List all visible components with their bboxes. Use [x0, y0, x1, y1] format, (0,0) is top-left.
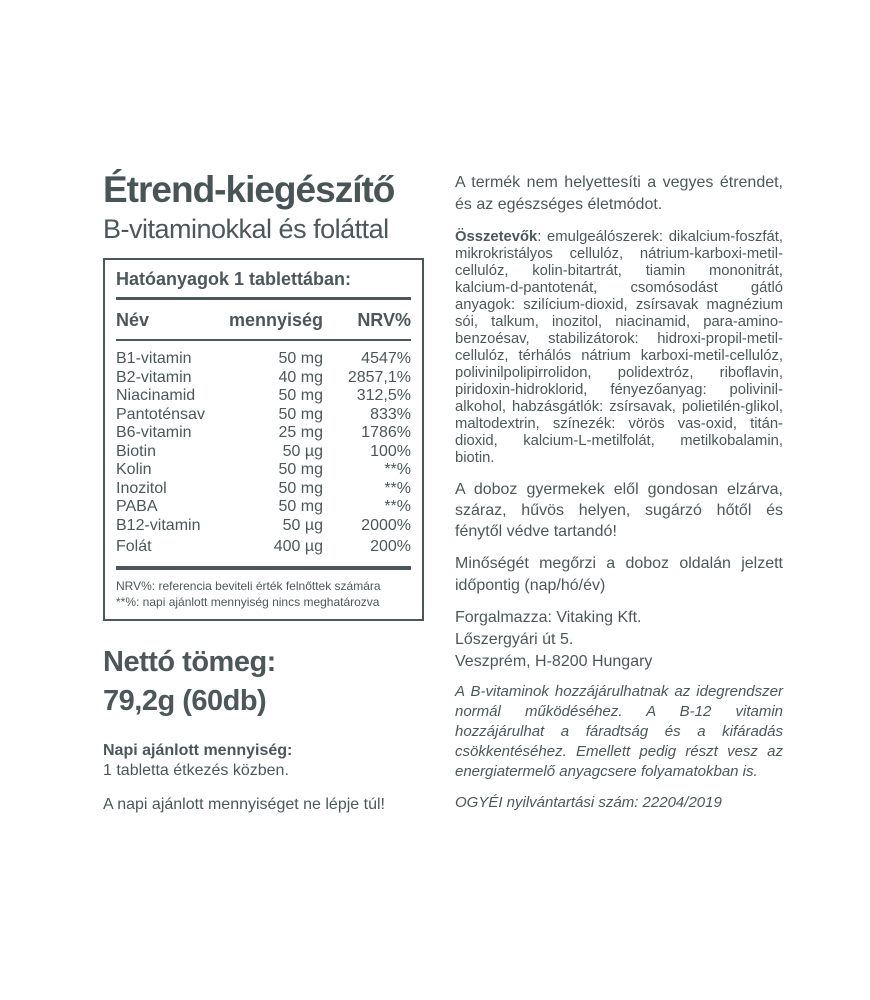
overdose-warning: A napi ajánlott mennyiséget ne lépje túl! [103, 795, 385, 813]
best-before-note: Minőségét megőrzi a doboz oldalán jelzett időpontig (nap/hó/év) [455, 555, 783, 594]
footnote-nrv: NRV%: referencia beviteli érték felnőttek számára [116, 578, 381, 593]
divider [116, 566, 411, 570]
footnote-asterisk: **%: napi ajánlott mennyiség nincs meghatározva [116, 594, 380, 609]
supplement-facts-box [103, 258, 424, 621]
nutrient-nrv: 2857,1% [347, 368, 411, 386]
product-subtitle: B-vitaminokkal és foláttal [103, 214, 389, 244]
nutrient-name: B12-vitamin [116, 516, 201, 534]
right-column [455, 172, 783, 813]
nutrient-amount: 25 mg [278, 424, 323, 441]
divider [116, 339, 411, 341]
facts-header: Hatóanyagok 1 tablettában: [116, 269, 352, 289]
nutrient-amount: 50 mg [278, 498, 323, 515]
table-row [116, 517, 411, 536]
nutrient-name: Kolin [116, 461, 152, 478]
storage-warning: A doboz gyermekek elől gondosan elzárva, száraz, hűvös helyen, sugárzó hőtől és fénytől védve tartandó! [455, 481, 783, 540]
net-weight-label: Nettó tömeg: [103, 645, 276, 678]
table-row [116, 424, 411, 443]
nutrient-name: PABA [116, 498, 158, 515]
nutrient-nrv: **% [384, 479, 411, 497]
table-row [116, 461, 411, 480]
nutrient-nrv: 200% [370, 538, 411, 555]
nutrient-nrv: 100% [370, 442, 411, 460]
nutrient-amount: 50 mg [278, 461, 323, 478]
nutrient-nrv: 312,5% [356, 387, 411, 404]
table-row [116, 443, 411, 462]
nutrient-nrv: 2000% [361, 516, 411, 534]
nutrient-amount: 50 µg [282, 442, 323, 460]
table-row [116, 350, 411, 369]
ingredients-paragraph [455, 229, 783, 467]
nutrient-amount: 50 mg [278, 479, 323, 497]
nutrient-name: Pantoténsav [116, 405, 205, 423]
nutrient-nrv: **% [384, 461, 411, 478]
health-claims: A B-vitaminok hozzájárulhatnak az idegrendszer normál működéséhez. A B-12 vitamin hozzájárulhat a fáradtság és a kifáradás csökkentéséhez. Emellett pedig részt vesz az energiatermelő anyagcsere folyamatokban is. [455, 683, 783, 780]
nutrient-nrv: 833% [370, 405, 411, 423]
nutrient-name: Folát [116, 538, 152, 555]
product-title: Étrend-kiegészítő [103, 169, 395, 210]
left-column [103, 170, 424, 815]
table-row [116, 480, 411, 499]
net-weight-value: 79,2g (60db) [103, 684, 267, 717]
facts-column-header-row [116, 309, 411, 331]
table-row [116, 387, 411, 406]
nutrient-name: B2-vitamin [116, 368, 192, 386]
registration-number: OGYÉI nyilvántartási szám: 22204/2019 [455, 794, 722, 811]
nutrient-amount: 400 µg [273, 538, 323, 555]
net-weight-block [103, 643, 424, 721]
nutrient-name: B6-vitamin [116, 424, 192, 441]
nutrient-name: Inozitol [116, 479, 167, 497]
facts-rows [116, 350, 411, 557]
table-row [116, 406, 411, 425]
daily-amount-text: 1 tabletta étkezés közben. [103, 761, 289, 779]
nutrient-amount: 50 mg [278, 405, 323, 423]
divider [116, 297, 411, 300]
nutrient-nrv: 4547% [361, 350, 411, 367]
facts-footnotes [116, 578, 411, 610]
distributor-line: Lőszergyári út 5. [455, 631, 574, 648]
column-header-amount: mennyiség [228, 310, 323, 330]
table-row [116, 538, 411, 557]
nutrient-name: Biotin [116, 442, 157, 460]
distributor-line: Veszprém, H-8200 Hungary [455, 653, 653, 670]
ingredients-text: : emulgeálószerek: dikalcium-foszfát, mikrokristályos cellulóz, nátrium-karboxi-metil-cellulóz, kolin-bitartrát, tiamin mononitrát, kalcium-d-pantotenát, csomósodást gátló anyagok: szilícium-dioxid, zsírsavak magnézium sói, talkum, inozitol, niacinamid, para-amino-benzoésav, stabilizátorok: hidroxi-propil-metil-cellulóz, térhálós nátrium karboxi-metil-cellulóz, polivinilpolipirrolidon, polidextróz, riboflavin, piridoxin-hidroklorid, fényezőanyag: polivinil-alkohol, habzásgátlók: zsírsavak, polietilén-glikol, maltodextrin, színezék: vörös vas-oxid, titán-dioxid, kalcium-L-metilfolát, metilkobalamin, biotin. [455, 229, 783, 466]
daily-amount-block [103, 741, 424, 781]
nutrient-amount: 50 mg [278, 350, 323, 367]
distributor-block [455, 607, 783, 673]
nutrient-name: B1-vitamin [116, 350, 192, 367]
column-header-name: Név [116, 310, 150, 330]
nutrient-amount: 50 µg [282, 516, 323, 534]
distributor-line: Forgalmazza: Vitaking Kft. [455, 609, 642, 626]
table-row [116, 369, 411, 388]
daily-amount-label: Napi ajánlott mennyiség: [103, 741, 293, 759]
diet-disclaimer: A termék nem helyettesíti a vegyes étrendet, és az egészséges életmódot. [455, 174, 783, 213]
nutrient-name: Niacinamid [116, 387, 196, 404]
column-header-nrv: NRV% [357, 310, 411, 330]
nutrient-amount: 40 mg [278, 368, 323, 386]
nutrient-nrv: 1786% [361, 424, 411, 441]
nutrient-amount: 50 mg [278, 387, 323, 404]
ingredients-label: Összetevők [455, 229, 538, 245]
nutrient-nrv: **% [384, 498, 411, 515]
table-row [116, 498, 411, 517]
